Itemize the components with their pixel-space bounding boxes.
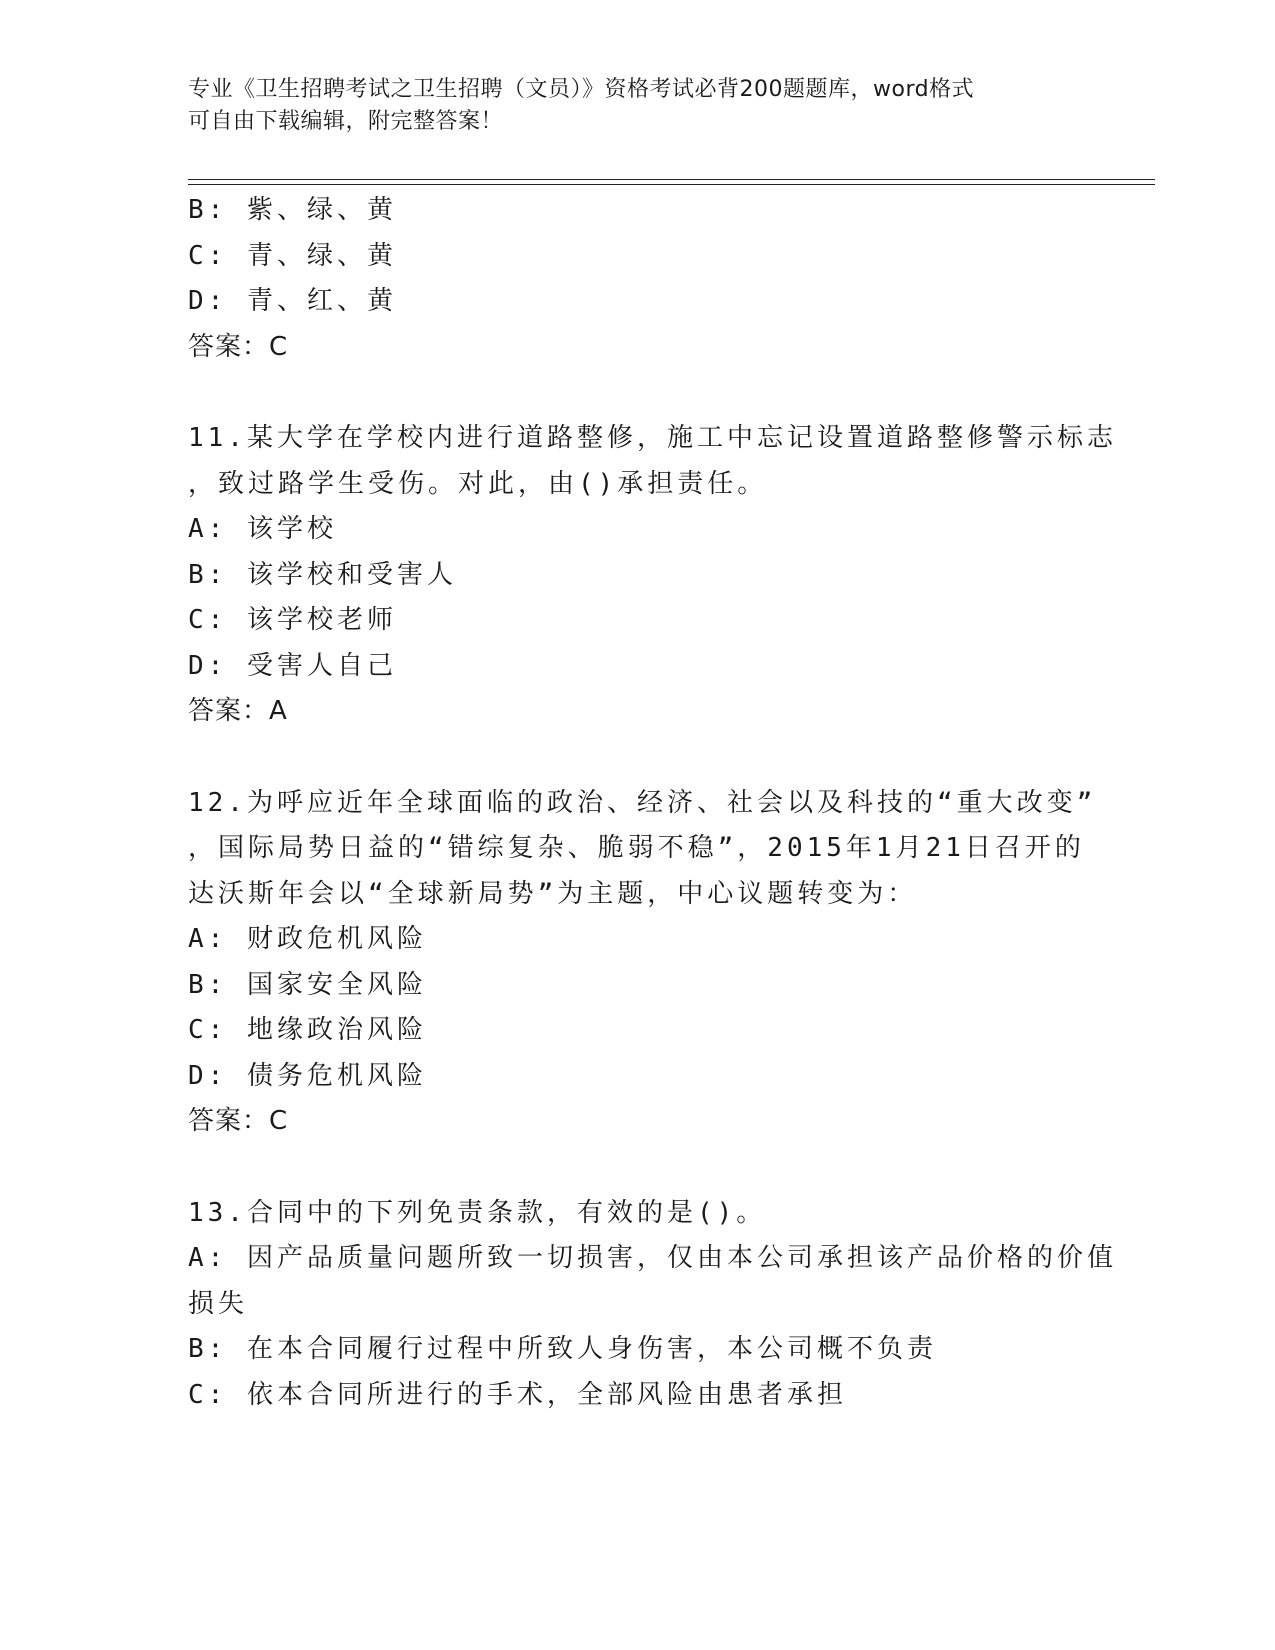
question-stem: 12.为呼应近年全球面临的政治、经济、社会以及科技的“重大改变” bbox=[188, 787, 1097, 818]
question-list bbox=[188, 188, 1117, 1418]
document-header bbox=[188, 74, 1088, 138]
question-stem-continued: ，国际局势日益的“错综复杂、脆弱不稳”，2015年1月21日召开的 bbox=[188, 833, 1085, 863]
question-stem: 11.某大学在学校内进行道路整修，施工中忘记设置道路整修警示标志 bbox=[188, 423, 1117, 453]
option-d: D: 债务危机风险 bbox=[188, 1060, 427, 1091]
question-11 bbox=[188, 416, 1117, 735]
question-13 bbox=[188, 1191, 1117, 1419]
answer: 答案：A bbox=[188, 696, 288, 726]
option-c: C: 该学校老师 bbox=[188, 605, 397, 635]
option-a: A: 该学校 bbox=[188, 514, 337, 544]
question-12 bbox=[188, 781, 1097, 1145]
spacer bbox=[188, 735, 1088, 781]
answer: 答案：C bbox=[188, 1106, 289, 1136]
option-a-continued: 损失 bbox=[188, 1288, 249, 1319]
option-b: B: 该学校和受害人 bbox=[188, 559, 457, 590]
spacer bbox=[188, 370, 1088, 416]
question-stem: 13.合同中的下列免责条款，有效的是()。 bbox=[188, 1197, 767, 1228]
header-rule-bottom bbox=[188, 184, 1155, 185]
question-stem-continued: ，致过路学生受伤。对此，由()承担责任。 bbox=[188, 468, 768, 499]
question-10-tail bbox=[188, 188, 1088, 370]
option-a: A: 财政危机风险 bbox=[188, 924, 427, 954]
header-line-2: 可自由下载编辑，附完整答案！ bbox=[188, 109, 504, 134]
option-d: D: 受害人自己 bbox=[188, 650, 397, 681]
option-b: B: 在本合同履行过程中所致人身伤害，本公司概不负责 bbox=[188, 1334, 937, 1364]
option-b: B: 紫、绿、黄 bbox=[188, 195, 397, 225]
option-b: B: 国家安全风险 bbox=[188, 969, 427, 1000]
question-stem-continued: 达沃斯年会以“全球新局势”为主题，中心议题转变为： bbox=[188, 878, 918, 909]
header-line-1: 专业《卫生招聘考试之卫生招聘（文员）》资格考试必背200题题库，word格式 bbox=[188, 77, 975, 102]
answer: 答案：C bbox=[188, 331, 289, 362]
option-d: D: 青、红、黄 bbox=[188, 286, 397, 316]
option-a: A: 因产品质量问题所致一切损害，仅由本公司承担该产品价格的价值 bbox=[188, 1243, 1117, 1273]
option-c: C: 依本合同所进行的手术，全部风险由患者承担 bbox=[188, 1379, 847, 1410]
spacer bbox=[188, 1145, 1088, 1191]
header-rule-top bbox=[188, 179, 1155, 180]
option-c: C: 地缘政治风险 bbox=[188, 1015, 427, 1045]
option-c: C: 青、绿、黄 bbox=[188, 240, 397, 271]
